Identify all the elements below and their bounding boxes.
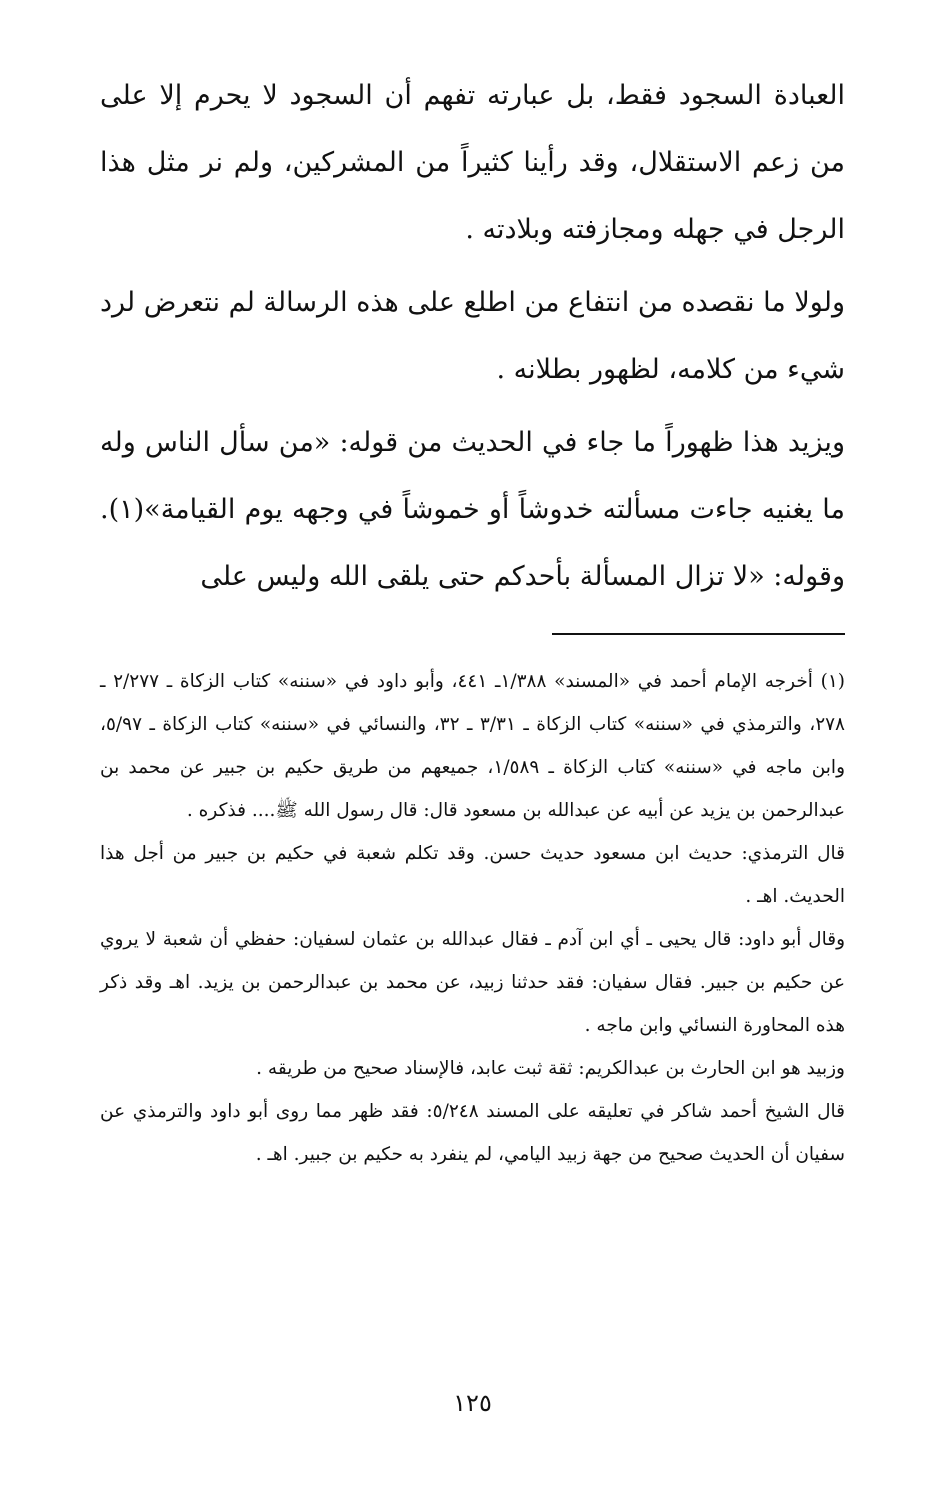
footnote-paragraph: وقال أبو داود: قال يحيى ـ أي ابن آدم ـ فقال عبدالله بن عثمان لسفيان: حفظي أن شعبة لا يروي عن حكيم بن جبير. فقال سفيان: فقد حدثنا زبيد، عن محمد بن عبدالرحمن بن يزيد. اهـ وقد ذكر هذه المحاورة النسائي وابن ماجه . [100, 929, 845, 1036]
footnote-separator [552, 633, 845, 635]
paragraph: ويزيد هذا ظهوراً ما جاء في الحديث من قوله: «من سأل الناس وله ما يغنيه جاءت مسألته خدوشاً أو خموشاً في وجهه يوم القيامة»(١). وقوله: «لا تزال المسألة بأحدكم حتى يلقى الله وليس على [100, 427, 845, 592]
main-text [100, 62, 845, 610]
footnotes [100, 660, 845, 1176]
paragraph: ولولا ما نقصده من انتفاع من اطلع على هذه الرسالة لم نتعرض لرد شيء من كلامه، لظهور بطلانه . [100, 287, 845, 385]
page-number: ١٢٥ [453, 1389, 492, 1417]
footnote-paragraph: (١) أخرجه الإمام أحمد في «المسند» ١/٣٨٨ـ ٤٤١، وأبو داود في «سننه» كتاب الزكاة ـ ٢/٢٧٧ ـ ٢٧٨، والترمذي في «سننه» كتاب الزكاة ـ ٣/٣١ ـ ٣٢، والنسائي في «سننه» كتاب الزكاة ـ ٥/٩٧، وابن ماجه في «سننه» كتاب الزكاة ـ ١/٥٨٩، جميعهم من طريق حكيم بن جبير عن محمد بن عبدالرحمن بن يزيد عن أبيه عن عبدالله بن مسعود قال: قال رسول الله ﷺ.... فذكره . [100, 671, 846, 821]
footnote-paragraph: قال الترمذي: حديث ابن مسعود حديث حسن. وقد تكلم شعبة في حكيم بن جبير من أجل هذا الحديث. اهـ . [100, 843, 845, 907]
paragraph: العبادة السجود فقط، بل عبارته تفهم أن السجود لا يحرم إلا على من زعم الاستقلال، وقد رأينا كثيراً من المشركين، ولم نر مثل هذا الرجل في جهله ومجازفته وبلادته . [100, 80, 845, 245]
footnote-paragraph: وزبيد هو ابن الحارث بن عبدالكريم: ثقة ثبت عابد، فالإسناد صحيح من طريقه . [256, 1058, 845, 1079]
footnote-paragraph: قال الشيخ أحمد شاكر في تعليقه على المسند ٥/٢٤٨: فقد ظهر مما روى أبو داود والترمذي عن سفيان أن الحديث صحيح من جهة زبيد اليامي، لم ينفرد به حكيم بن جبير. اهـ . [100, 1101, 846, 1165]
